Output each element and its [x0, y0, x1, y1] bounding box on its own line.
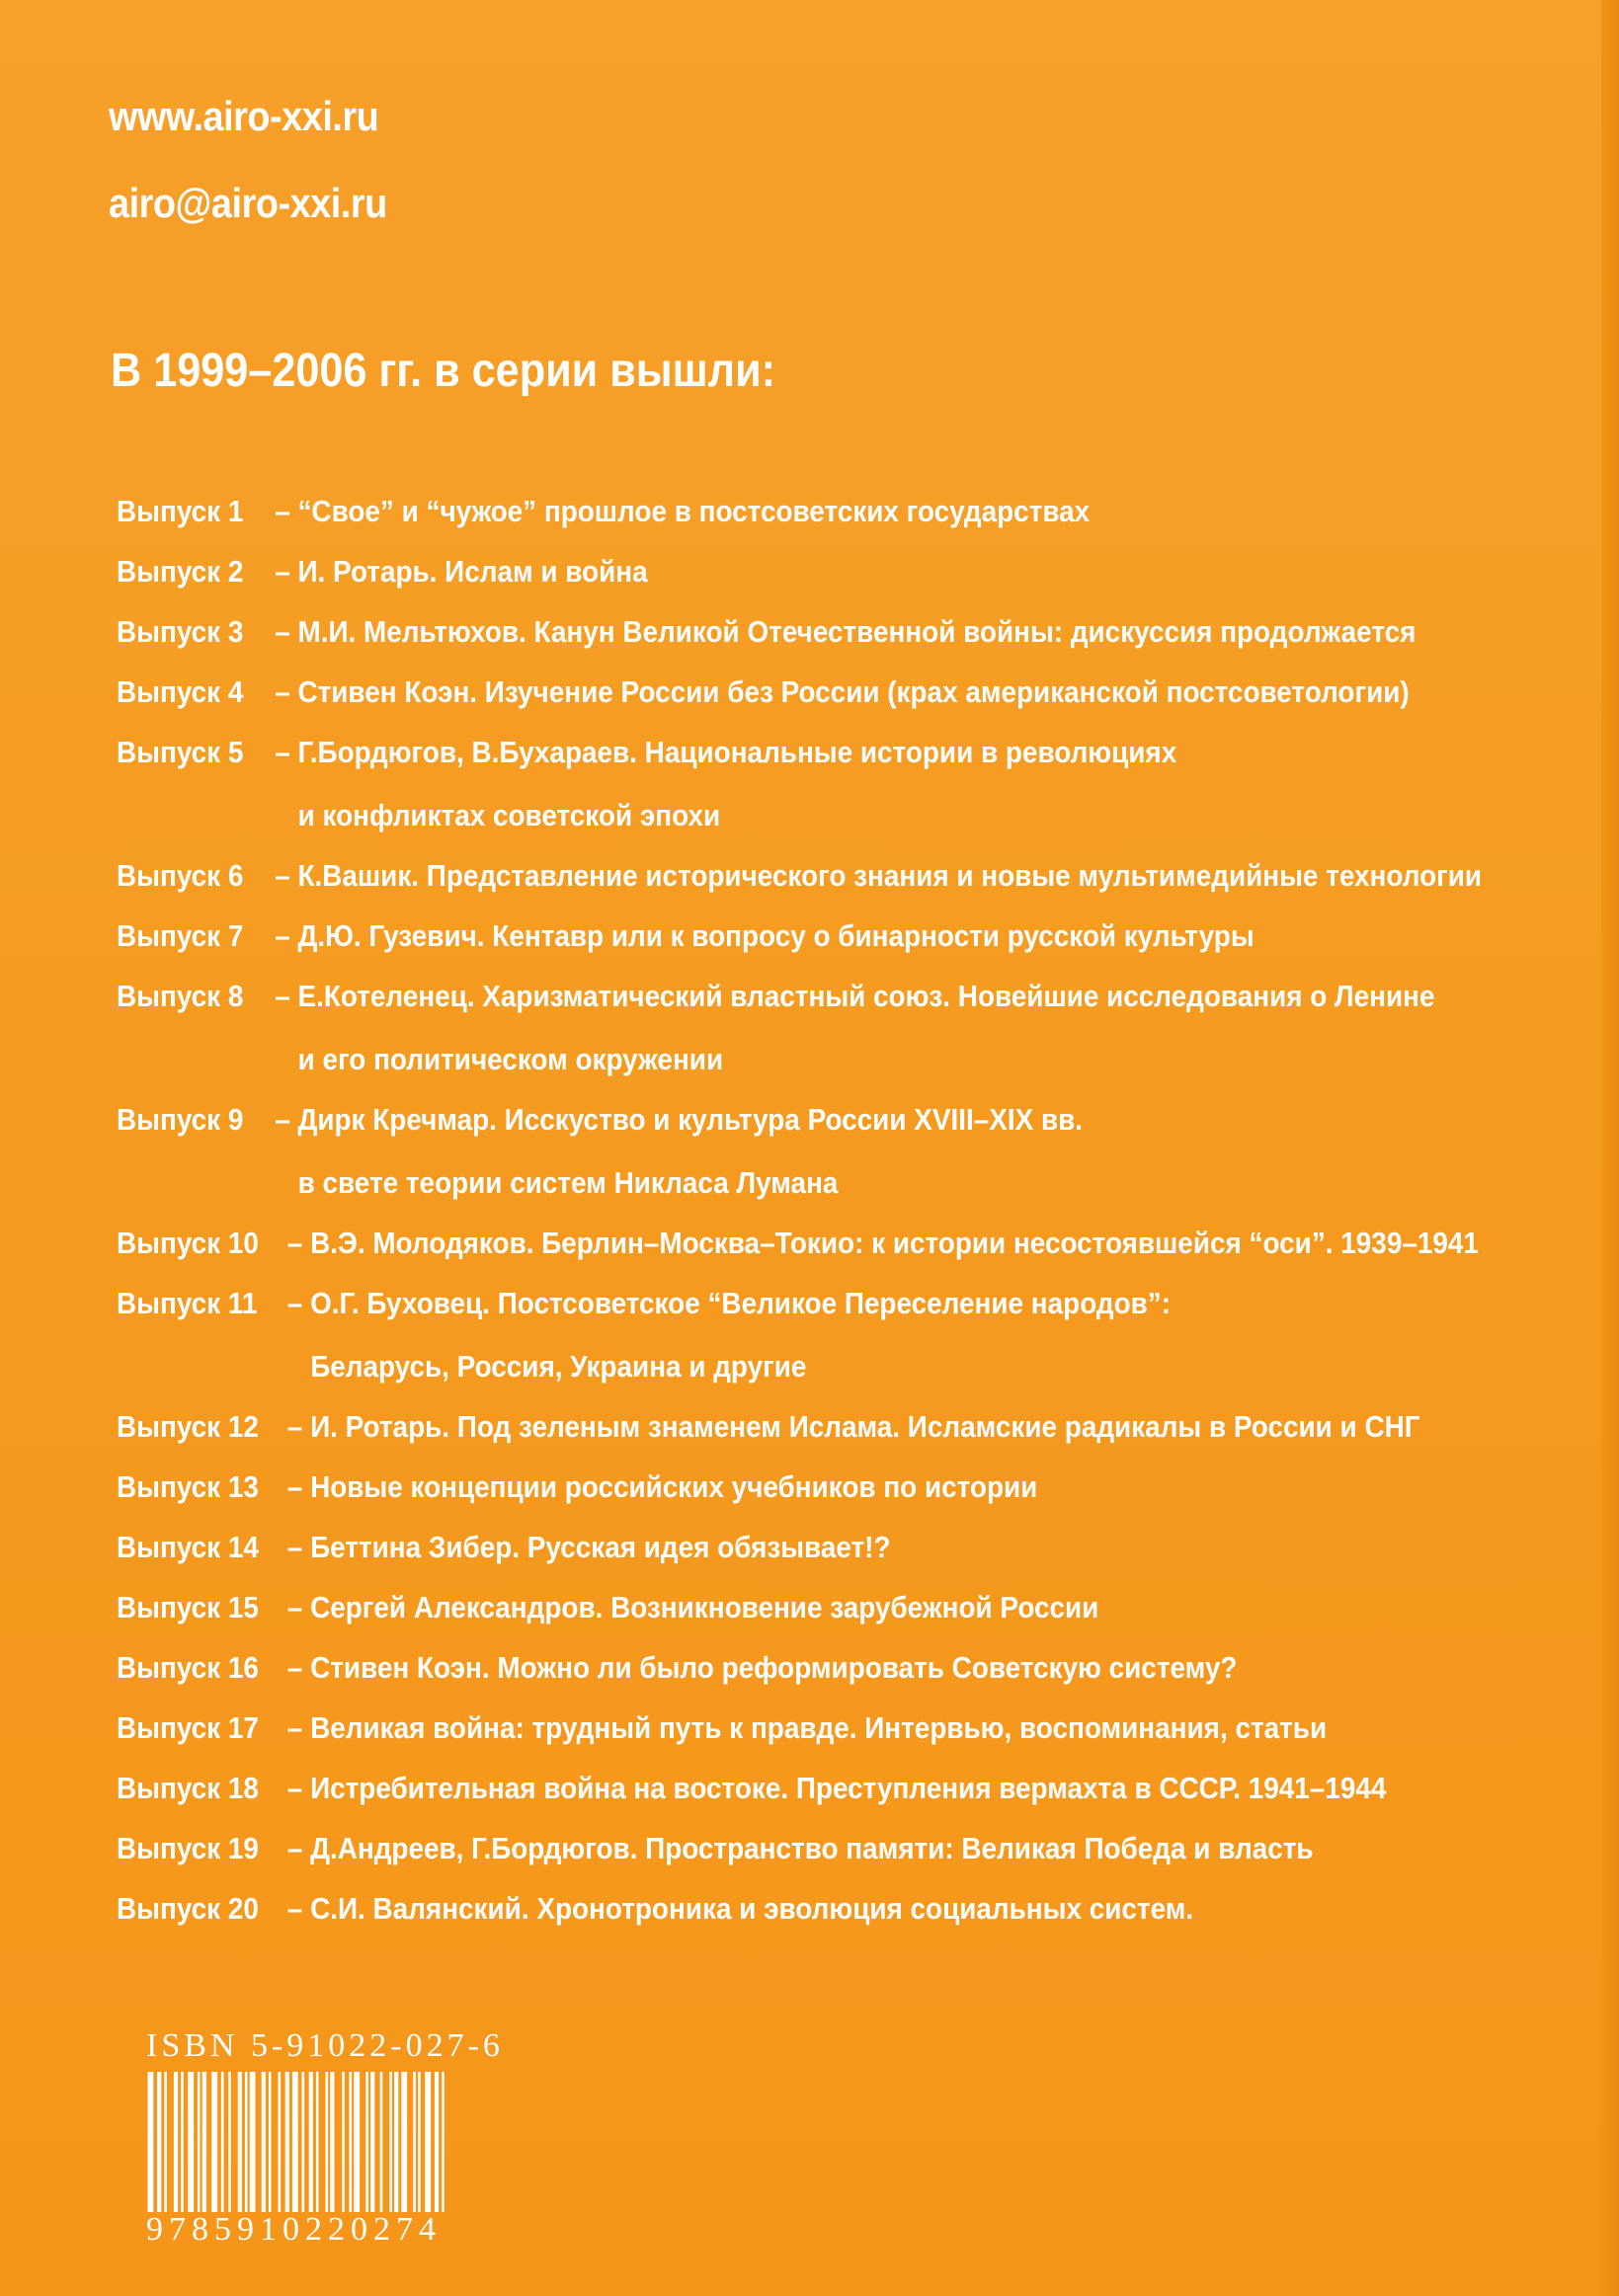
list-item — [117, 1224, 1479, 1263]
barcode-bar — [326, 2072, 328, 2212]
barcode-bar — [165, 2072, 167, 2212]
issue-number: Выпуск 15 — [117, 1590, 259, 1624]
issue-title-continued: в свете теории систем Никласа Лумана — [297, 1165, 839, 1200]
barcode-bar — [269, 2072, 271, 2212]
issue-title: – И. Ротарь. Под зеленым знаменем Ислама. Исламские радикалы в России и СНГ — [286, 1409, 1420, 1444]
barcode-bar — [316, 2072, 318, 2212]
barcode-bar — [279, 2072, 281, 2212]
list-item — [117, 977, 1435, 1079]
barcode-bar — [395, 2072, 398, 2212]
issue-number: Выпуск 18 — [117, 1771, 259, 1805]
issue-title: – Д.Андреев, Г.Бордюгов. Пространство памяти: Великая Победа и власть — [286, 1831, 1314, 1865]
barcode-bar — [174, 2072, 177, 2212]
issue-title-continued: и его политическом окружении — [297, 1042, 724, 1076]
barcode-bar — [202, 2072, 205, 2212]
issue-title: – Г.Бордюгов, В.Бухараев. Национальные истории в революциях — [275, 735, 1177, 769]
issue-number: Выпуск 19 — [117, 1831, 259, 1865]
list-item — [117, 916, 1432, 956]
barcode-bar — [302, 2072, 304, 2212]
issue-number: Выпуск 4 — [117, 674, 244, 709]
issue-number: Выпуск 20 — [117, 1891, 259, 1926]
barcode-bar — [285, 2072, 288, 2212]
issue-title: – Стивен Коэн. Можно ли было реформировать Советскую систему? — [286, 1650, 1238, 1685]
issue-number: Выпуск 14 — [117, 1530, 259, 1564]
list-item — [117, 673, 1432, 712]
issue-title: – Д.Ю. Гузевич. Кентавр или к вопросу о бинарности русской культуры — [275, 918, 1255, 953]
barcode-bar — [419, 2072, 421, 2212]
barcode-bar — [148, 2072, 153, 2212]
issue-number: Выпуск 1 — [117, 494, 244, 528]
list-item — [117, 733, 1432, 835]
issue-title: – Стивен Коэн. Изучение России без России (крах американской постсоветологии) — [275, 674, 1410, 709]
email-link[interactable]: airo@airo-xxi.ru — [109, 180, 387, 226]
list-item — [117, 612, 1432, 652]
cover-edge — [1601, 0, 1619, 2296]
issue-title: – М.И. Мельтюхов. Канун Великой Отечественной войны: дискуссия продолжается — [275, 614, 1417, 649]
list-item — [117, 1100, 1432, 1203]
barcode-digits: 9785910220274 — [146, 2211, 442, 2248]
barcode-bar — [158, 2072, 161, 2212]
issue-number: Выпуск 16 — [117, 1650, 259, 1685]
issue-title-continued: Беларусь, Россия, Украина и другие — [310, 1349, 807, 1384]
issue-title: – Беттина Зибер. Русская идея обязывает!? — [286, 1530, 891, 1564]
barcode-bar — [245, 2072, 247, 2212]
barcode-icon — [146, 2072, 557, 2212]
barcode-bar — [262, 2072, 265, 2212]
barcode-bar — [443, 2072, 445, 2212]
list-item — [117, 492, 1432, 531]
issue-number: Выпуск 5 — [117, 735, 244, 769]
list-item — [117, 1588, 1432, 1627]
issue-title-continued: и конфликтах советской эпохи — [297, 798, 721, 832]
barcode-bar — [402, 2072, 407, 2212]
barcode-bar — [366, 2072, 368, 2212]
list-item — [117, 1769, 1432, 1808]
issue-number: Выпуск 10 — [117, 1226, 259, 1260]
barcode-bar — [182, 2072, 184, 2212]
barcode-bar — [355, 2072, 360, 2212]
issue-title: – Новые концепции российских учебников по истории — [286, 1469, 1038, 1504]
issue-title: – К.Вашик. Представление исторического знания и новые мультимедийные технологии — [275, 858, 1483, 893]
issue-title: – О.Г. Буховец. Постсоветское “Великое Переселение народов”: — [286, 1286, 1172, 1320]
issue-title: – Сергей Александров. Возникновение зарубежной России — [286, 1590, 1099, 1624]
issue-number: Выпуск 11 — [117, 1286, 258, 1320]
barcode-bar — [435, 2072, 438, 2212]
list-item — [117, 1708, 1432, 1748]
issue-number: Выпуск 2 — [117, 554, 244, 589]
list-item — [117, 1889, 1432, 1929]
barcode-bar — [380, 2072, 382, 2212]
list-item — [117, 1407, 1432, 1447]
list-item — [117, 856, 1483, 896]
barcode-bar — [212, 2072, 217, 2212]
barcode-bar — [426, 2072, 431, 2212]
issue-number: Выпуск 12 — [117, 1409, 259, 1444]
barcode-bar — [414, 2072, 416, 2212]
list-item — [117, 1528, 1432, 1567]
issue-number: Выпуск 8 — [117, 979, 244, 1013]
barcode-bar — [250, 2072, 255, 2212]
list-item — [117, 1284, 1432, 1386]
barcode-bar — [238, 2072, 241, 2212]
contacts — [109, 91, 418, 265]
isbn-barcode-block — [146, 2026, 557, 2250]
barcode-bar — [221, 2072, 223, 2212]
issue-title: – С.И. Валянский. Хронотроника и эволюция социальных систем. — [286, 1891, 1194, 1926]
issue-number: Выпуск 9 — [117, 1102, 244, 1137]
isbn-label: ISBN 5-91022-027-6 — [146, 2027, 504, 2064]
issue-number: Выпуск 7 — [117, 918, 244, 953]
issue-title: – Дирк Кречмар. Исскуство и культура России XVIII–XIX вв. — [275, 1102, 1084, 1137]
issue-title: – В.Э. Молодяков. Берлин–Москва–Токио: к истории несостоявшейся “оси”. 1939–1941 — [286, 1226, 1479, 1260]
issue-number: Выпуск 17 — [117, 1710, 259, 1745]
issue-title: – И. Ротарь. Ислам и война — [275, 554, 648, 589]
issue-list — [117, 492, 1579, 1949]
list-item — [117, 1648, 1432, 1688]
barcode-bar — [198, 2072, 200, 2212]
barcode-bar — [309, 2072, 312, 2212]
barcode-bar — [343, 2072, 345, 2212]
list-item — [117, 1829, 1432, 1868]
issue-title: – Истребительная война на востоке. Преступления вермахта в СССР. 1941–1944 — [286, 1771, 1387, 1805]
barcode-bar — [350, 2072, 352, 2212]
barcode-bar — [371, 2072, 374, 2212]
list-item — [117, 1467, 1432, 1507]
issue-number: Выпуск 13 — [117, 1469, 259, 1504]
issue-number: Выпуск 6 — [117, 858, 244, 893]
issue-title: – Великая война: трудный путь к правде. Интервью, воспоминания, статьи — [286, 1710, 1328, 1745]
barcode-bar — [390, 2072, 392, 2212]
barcode-bar — [189, 2072, 194, 2212]
issue-title: – “Свое” и “чужое” прошлое в постсоветских государствах — [275, 494, 1091, 528]
barcode-bar — [292, 2072, 297, 2212]
list-item — [117, 552, 1432, 592]
barcode-bar — [229, 2072, 231, 2212]
issue-number: Выпуск 3 — [117, 614, 244, 649]
barcode-bar — [331, 2072, 334, 2212]
issue-title: – Е.Котеленец. Харизматический властный союз. Новейшие исследования о Ленине — [275, 979, 1435, 1013]
website-link[interactable]: www.airo-xxi.ru — [109, 93, 379, 139]
series-heading: В 1999–2006 гг. в серии вышли: — [111, 345, 776, 397]
